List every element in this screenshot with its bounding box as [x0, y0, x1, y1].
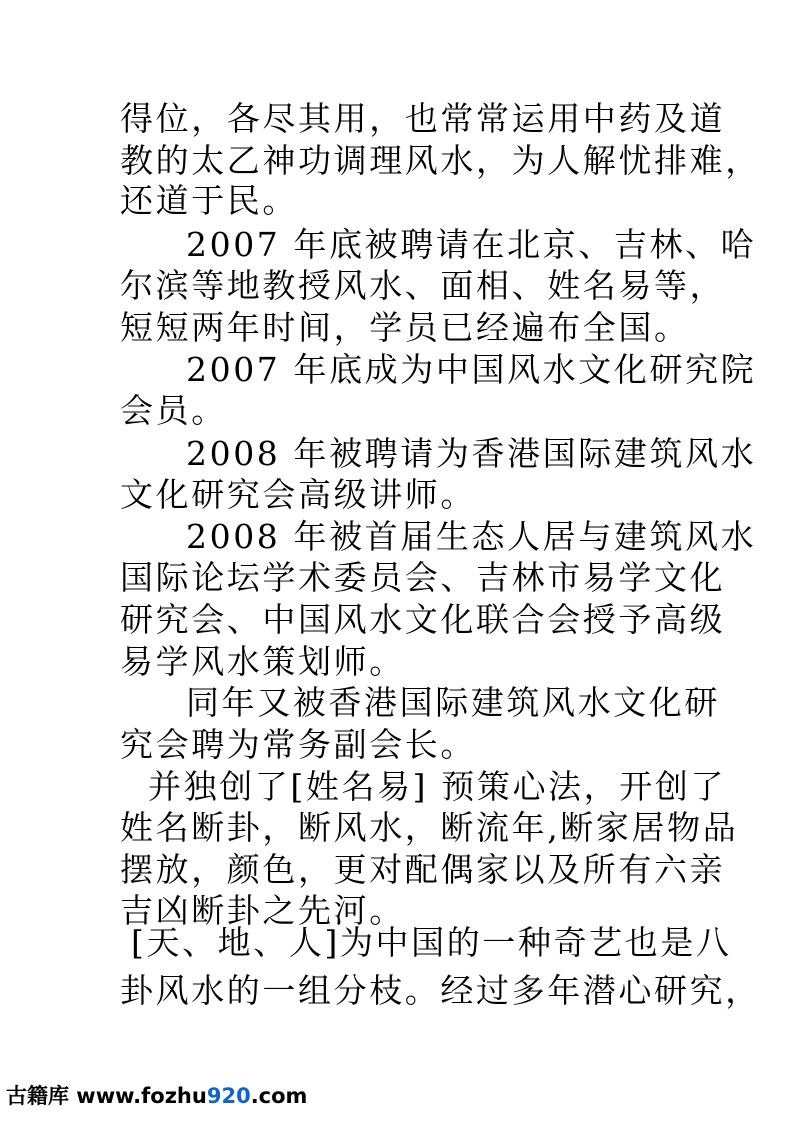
text-line: 2007 年底被聘请在北京、吉林、哈 [186, 225, 757, 264]
text-line: 易学风水策划师。 [120, 642, 405, 681]
text-line: 姓名断卦，断风水，断流年,断家居物品 [120, 808, 739, 847]
text-line: 研究会、中国风水文化联合会授予高级 [120, 600, 726, 639]
text-line: [天、地、人]为中国的一种奇艺也是八 [131, 923, 732, 962]
text-line: 还道于民。 [120, 181, 298, 220]
footer-url-part1: www.fozhu [69, 1084, 207, 1108]
text-line: 并独创了[姓名易] 预策心法，开创了 [148, 767, 727, 806]
text-line: 究会聘为常务副会长。 [120, 725, 476, 764]
text-line: 会员。 [120, 391, 227, 430]
text-line: 吉凶断卦之先河。 [120, 891, 405, 930]
text-line: 卦风水的一组分枝。经过多年潜心研究， [120, 971, 761, 1010]
footer-site-name: 古籍库 [6, 1084, 69, 1108]
text-line: 文化研究会高级讲师。 [120, 475, 476, 514]
footer-url-part3: .com [250, 1084, 308, 1108]
text-line: 教的太乙神功调理风水，为人解忧排难， [120, 141, 761, 180]
text-line: 2007 年底成为中国风水文化研究院 [186, 350, 757, 389]
text-line: 2008 年被聘请为香港国际建筑风水 [186, 434, 757, 473]
footer-watermark [6, 1082, 307, 1110]
text-line: 短短两年时间，学员已经遍布全国。 [120, 308, 690, 347]
text-line: 国际论坛学术委员会、吉林市易学文化 [120, 558, 726, 597]
text-line: 2008 年被首届生态人居与建筑风水 [186, 517, 757, 556]
text-line: 摆放，颜色，更对配偶家以及所有六亲 [120, 850, 726, 889]
text-line: 尔滨等地教授风水、面相、姓名易等， [120, 266, 726, 305]
footer-url-part2: 920 [206, 1084, 251, 1108]
text-line: 得位，各尽其用，也常常运用中药及道 [120, 99, 726, 138]
text-line: 同年又被香港国际建筑风水文化研 [186, 683, 720, 722]
